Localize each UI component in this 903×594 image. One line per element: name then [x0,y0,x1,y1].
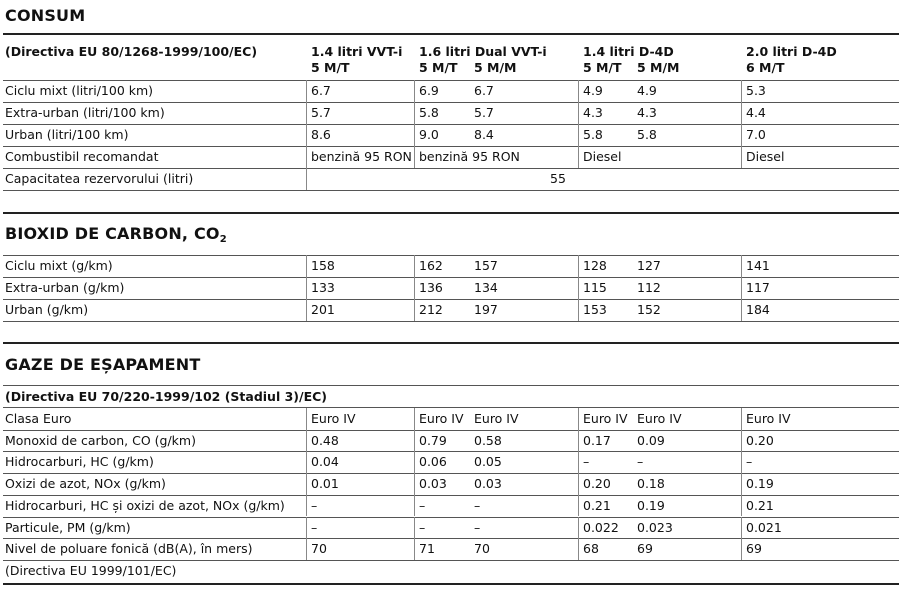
gaze-row-value: 0.03 [419,476,447,492]
consum-row-value: 5.8 [637,127,657,142]
gaze-column-divider [578,495,579,517]
co2-row-value: 157 [474,258,498,273]
gaze-column-divider [414,473,415,495]
consum-row-value: 4.3 [583,105,603,120]
consum-column-divider [578,80,579,102]
engine-3-gear-2: 5 M/M [637,60,680,75]
consum-row-value: 5.3 [746,83,766,98]
consum-row-value: 6.7 [474,83,494,98]
consum-column-divider [414,146,415,168]
engine-3-name: 1.4 litri D-4D [583,44,674,59]
gaze-row [0,495,903,517]
co2-title-text: BIOXID DE CARBON, CO [5,224,220,243]
engine-2-name: 1.6 litri Dual VVT-i [419,44,547,59]
gaze-row [0,517,903,539]
consum-row-value: 8.6 [311,127,331,142]
gaze-column-divider [306,517,307,539]
co2-column-divider [741,299,742,321]
gaze-row-value: 0.09 [637,432,665,448]
consum-row [0,102,903,124]
gaze-row-value: 71 [419,541,435,557]
gaze-footer: (Directiva EU 1999/101/EC) [5,563,177,578]
gaze-column-divider [578,451,579,473]
gaze-column-divider [741,495,742,517]
co2-title [5,224,227,245]
co2-row-value: 141 [746,258,770,273]
co2-row-value: 152 [637,302,661,317]
gaze-row-value: Euro IV [583,411,628,426]
gaze-row-value: – [419,519,426,535]
gaze-directive-row [0,386,903,408]
gaze-row [0,430,903,452]
consum-row-value: benzină 95 RON [311,149,412,164]
consum-row [0,124,903,146]
consum-row-value: 6.7 [311,83,331,98]
gaze-column-divider [306,473,307,495]
consum-top-rule [3,33,899,35]
gaze-row-value: 0.17 [583,432,611,448]
gaze-row-label: Hidrocarburi, HC (g/km) [5,454,154,470]
gaze-row-value: 0.18 [637,476,665,492]
co2-column-divider [578,299,579,321]
co2-column-divider [578,277,579,299]
consum-column-divider [578,146,579,168]
consum-title: CONSUM [5,6,86,25]
gaze-column-divider [414,408,415,430]
gaze-row-value: 0.21 [746,497,774,513]
consum-column-divider [578,124,579,146]
gaze-row [0,473,903,495]
gaze-column-divider [306,430,307,452]
gaze-row-label: Clasa Euro [5,411,72,426]
engine-2-gear-1: 5 M/T [419,60,458,75]
gaze-row-value: 0.021 [746,519,782,535]
tank-rule [3,190,899,191]
consum-row-label: Urban (litri/100 km) [5,127,129,142]
co2-row [0,299,903,321]
gaze-row-value: – [474,519,481,535]
gaze-column-divider [306,538,307,560]
tank-value: 55 [550,171,566,186]
gaze-row-label: Hidrocarburi, HC și oxizi de azot, NOx (g/km) [5,497,285,513]
gaze-row-value: 0.01 [311,476,339,492]
consum-row-value: 9.0 [419,127,439,142]
engine-2-gear-2: 5 M/M [474,60,517,75]
gaze-row-value: 0.06 [419,454,447,470]
gaze-row-value: – [583,454,590,470]
consum-row-label: Extra-urban (litri/100 km) [5,105,165,120]
gaze-row-value: 69 [637,541,653,557]
gaze-row-value: 70 [474,541,490,557]
gaze-row-value: 0.58 [474,432,502,448]
co2-row-label: Extra-urban (g/km) [5,280,125,295]
consum-column-divider [306,146,307,168]
co2-row-label: Urban (g/km) [5,302,89,317]
gaze-row-value: – [746,454,753,470]
co2-top-rule [3,212,899,214]
gaze-column-divider [414,538,415,560]
gaze-column-divider [414,517,415,539]
consum-row-value: Diesel [746,149,785,164]
engine-3-gear-1: 5 M/T [583,60,622,75]
consum-row-value: 5.8 [583,127,603,142]
consum-column-divider [306,102,307,124]
consum-column-divider [741,80,742,102]
co2-row-value: 153 [583,302,607,317]
consum-column-divider [741,102,742,124]
co2-column-divider [306,255,307,277]
co2-column-divider [741,277,742,299]
gaze-column-divider [414,430,415,452]
consum-row-value: 8.4 [474,127,494,142]
consum-column-divider [741,124,742,146]
co2-row-value: 112 [637,280,661,295]
gaze-column-divider [306,408,307,430]
consum-column-divider [741,146,742,168]
co2-row-value: 201 [311,302,335,317]
gaze-row-label: Monoxid de carbon, CO (g/km) [5,432,196,448]
consum-column-divider [414,102,415,124]
consum-column-divider [306,80,307,102]
co2-row-value: 162 [419,258,443,273]
gaze-row-value: Euro IV [637,411,682,426]
consum-row [0,146,903,168]
co2-column-divider [306,299,307,321]
consum-row-value: 5.7 [311,105,331,120]
consum-row-value: benzină 95 RON [419,149,520,164]
consum-directive: (Directiva EU 80/1268-1999/100/EC) [5,44,258,59]
co2-title-sub: 2 [219,234,227,245]
tank-row [0,168,903,190]
co2-row-value: 134 [474,280,498,295]
engine-1-gear-1: 5 M/T [311,60,350,75]
gaze-row-label: Particule, PM (g/km) [5,519,131,535]
gaze-column-divider [578,538,579,560]
engine-4-name: 2.0 litri D-4D [746,44,837,59]
co2-row-value: 127 [637,258,661,273]
co2-row-rule [3,321,899,322]
gaze-row-value: 0.19 [637,497,665,513]
co2-row-value: 212 [419,302,443,317]
consum-column-divider [578,102,579,124]
co2-row-value: 115 [583,280,607,295]
engine-1-name: 1.4 litri VVT-i [311,44,403,59]
gaze-row-value: Euro IV [419,411,464,426]
gaze-row [0,538,903,560]
co2-row-value: 184 [746,302,770,317]
gaze-row-value: 0.79 [419,432,447,448]
co2-column-divider [414,277,415,299]
gaze-column-divider [741,408,742,430]
gaze-row-label: Nivel de poluare fonică (dB(A), în mers) [5,541,253,557]
co2-row [0,255,903,277]
gaze-row-value: – [311,519,318,535]
gaze-title: GAZE DE EȘAPAMENT [5,355,201,374]
gaze-row-value: – [474,497,481,513]
gaze-row [0,408,903,430]
consum-column-divider [414,80,415,102]
gaze-row-value: 0.023 [637,519,673,535]
gaze-row-value: 0.21 [583,497,611,513]
consum-row-value: 5.8 [419,105,439,120]
gaze-row-value: 0.20 [746,432,774,448]
gaze-row-value: – [311,497,318,513]
gaze-row-value: 0.05 [474,454,502,470]
consum-row-value: 5.7 [474,105,494,120]
consum-row-value: 4.9 [583,83,603,98]
gaze-column-divider [578,473,579,495]
gaze-column-divider [414,451,415,473]
gaze-row-value: 69 [746,541,762,557]
gaze-column-divider [414,495,415,517]
gaze-footer-row [0,560,903,582]
gaze-row-value: – [419,497,426,513]
consum-row-value: 4.9 [637,83,657,98]
gaze-row-value: 0.20 [583,476,611,492]
co2-row-value: 133 [311,280,335,295]
co2-row [0,277,903,299]
gaze-row-value: 68 [583,541,599,557]
co2-column-divider [306,277,307,299]
consum-row-value: 7.0 [746,127,766,142]
co2-row-label: Ciclu mixt (g/km) [5,258,113,273]
co2-row-value: 136 [419,280,443,295]
bottom-rule [3,583,899,585]
co2-column-divider [741,255,742,277]
consum-column-divider [306,124,307,146]
co2-row-value: 197 [474,302,498,317]
gaze-row-value: Euro IV [311,411,356,426]
gaze-directive: (Directiva EU 70/220-1999/102 (Stadiul 3)/EC) [5,389,327,404]
gaze-top-rule [3,342,899,344]
gaze-row-value: 70 [311,541,327,557]
tank-label: Capacitatea rezervorului (litri) [5,171,194,186]
consum-row-value: Diesel [583,149,622,164]
gaze-column-divider [741,473,742,495]
gaze-row [0,451,903,473]
gaze-row-value: 0.022 [583,519,619,535]
co2-column-divider [578,255,579,277]
gaze-column-divider [741,517,742,539]
gaze-row-value: 0.04 [311,454,339,470]
gaze-column-divider [578,430,579,452]
consum-row-value: 4.4 [746,105,766,120]
gaze-row-label: Oxizi de azot, NOx (g/km) [5,476,166,492]
gaze-column-divider [741,430,742,452]
gaze-row-value: 0.48 [311,432,339,448]
consum-row [0,80,903,102]
co2-column-divider [414,299,415,321]
gaze-column-divider [578,408,579,430]
gaze-row-value: Euro IV [746,411,791,426]
consum-row-value: 6.9 [419,83,439,98]
gaze-column-divider [306,451,307,473]
gaze-column-divider [741,538,742,560]
consum-row-label: Ciclu mixt (litri/100 km) [5,83,154,98]
gaze-column-divider [578,517,579,539]
co2-row-value: 117 [746,280,770,295]
gaze-row-value: 0.19 [746,476,774,492]
consum-row-value: 4.3 [637,105,657,120]
gaze-row-value: Euro IV [474,411,519,426]
gaze-column-divider [306,495,307,517]
consum-column-divider [414,124,415,146]
gaze-row-value: – [637,454,644,470]
co2-row-value: 128 [583,258,607,273]
co2-column-divider [414,255,415,277]
co2-row-value: 158 [311,258,335,273]
consum-row-label: Combustibil recomandat [5,149,159,164]
gaze-column-divider [741,451,742,473]
engine-4-gear-1: 6 M/T [746,60,785,75]
gaze-row-value: 0.03 [474,476,502,492]
tank-vline [306,168,307,190]
